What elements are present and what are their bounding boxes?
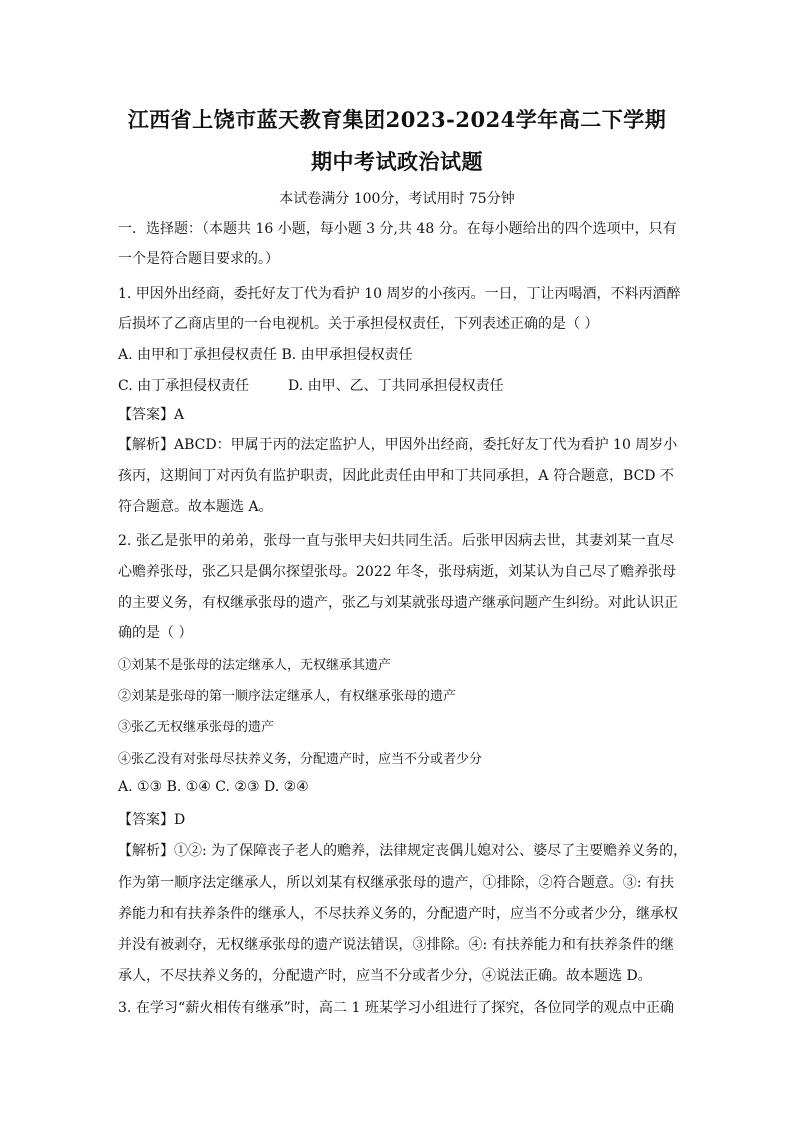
q2-analysis-line-2: 作为第一顺序法定继承人，所以刘某有权继承张母的遗产，①排除，②符合题意。③: 有扶 <box>118 875 674 891</box>
q2-stem-line-3: 的主要义务，有权继承张母的遗产，张乙与刘某就张母遗产继承问题产生纠纷。对此认识正 <box>118 595 678 611</box>
q1-option-d: D. 由甲、乙、丁共同承担侵权责任 <box>288 378 504 394</box>
document-title-line-2: 期中考试政治试题 <box>311 149 483 174</box>
q2-answer: 【答案】D <box>118 812 186 828</box>
q2-analysis-line-5: 承人，不尽扶养义务的，分配遗产时，应当不分或者少分，④说法正确。故本题选 D。 <box>118 968 652 984</box>
q1-stem-line-2: 后损坏了乙商店里的一台电视机。关于承担侵权责任，下列表述正确的是（ ） <box>118 316 599 332</box>
q1-stem-line-1: 1. 甲因外出经商，委托好友丁代为看护 10 周岁的小孩丙。一日，丁让丙喝酒，不料丙酒醉 <box>118 286 681 302</box>
q2-stem-line-4: 确的是（ ） <box>118 625 193 641</box>
section-heading-line-2: 一个是符合题目要求的。） <box>118 251 279 267</box>
q1-option-c: C. 由丁承担侵权责任 <box>118 378 250 394</box>
exam-subtitle: 本试卷满分 100分，考试用时 75分钟 <box>279 191 515 207</box>
q2-analysis-line-3: 养能力和有扶养条件的继承人，不尽扶养义务的，分配遗产时，应当不分或者少分，继承权 <box>118 906 678 922</box>
section-heading-line-1: 一．选择题：（本题共 16 小题，每小题 3 分,共 48 分。在每小题给出的四个选项中，只有 <box>118 221 677 237</box>
q1-options-line-1: A. 由甲和丁承担侵权责任 B. 由甲承担侵权责任 <box>118 347 413 363</box>
q1-analysis-line-2: 孩丙，这期间丁对丙负有监护职责，因此此责任由甲和丁共同承担，A 符合题意，BCD 不 <box>118 468 674 484</box>
q3-stem-line-1: 3. 在学习“薪火相传有继承”时，高二 1 班某学习小组进行了探究，各位同学的观点中正确 <box>118 1000 674 1016</box>
q1-analysis-line-1: 【解析】ABCD：甲属于丙的法定监护人，甲因外出经商，委托好友丁代为看护 10 周岁小 <box>118 437 678 453</box>
q2-item-2: ②刘某是张母的第一顺序法定继承人，有权继承张母的遗产 <box>118 689 457 704</box>
q2-analysis-line-4: 并没有被剥夺，无权继承张母的遗产说法错误，③排除。④: 有扶养能力和有扶养条件的继 <box>118 937 674 953</box>
q2-analysis-line-1: 【解析】①②: 为了保障丧子老人的赡养，法律规定丧偶儿媳对公、婆尽了主要赡养义务的， <box>118 843 688 859</box>
q1-analysis-line-3: 符合题意。故本题选 A。 <box>118 499 273 515</box>
q2-stem-line-2: 心赡养张母，张乙只是偶尔探望张母。2022 年冬，张母病逝，刘某认为自己尽了赡养张母 <box>118 564 677 580</box>
q2-item-4: ④张乙没有对张母尽扶养义务，分配遗产时，应当不分或者少分 <box>118 752 483 767</box>
document-title-line-1: 江西省上饶市蓝天教育集团2023-2024学年高二下学期 <box>127 107 667 132</box>
q1-answer: 【答案】A <box>118 407 185 423</box>
q2-stem-line-1: 2. 张乙是张甲的弟弟，张母一直与张甲夫妇共同生活。后张甲因病去世，其妻刘某一直尽 <box>118 533 674 549</box>
q2-options: A. ①③ B. ①④ C. ②③ D. ②④ <box>118 779 309 795</box>
q2-item-3: ③张乙无权继承张母的遗产 <box>118 720 275 735</box>
q2-item-1: ①刘某不是张母的法定继承人，无权继承其遗产 <box>118 658 392 673</box>
